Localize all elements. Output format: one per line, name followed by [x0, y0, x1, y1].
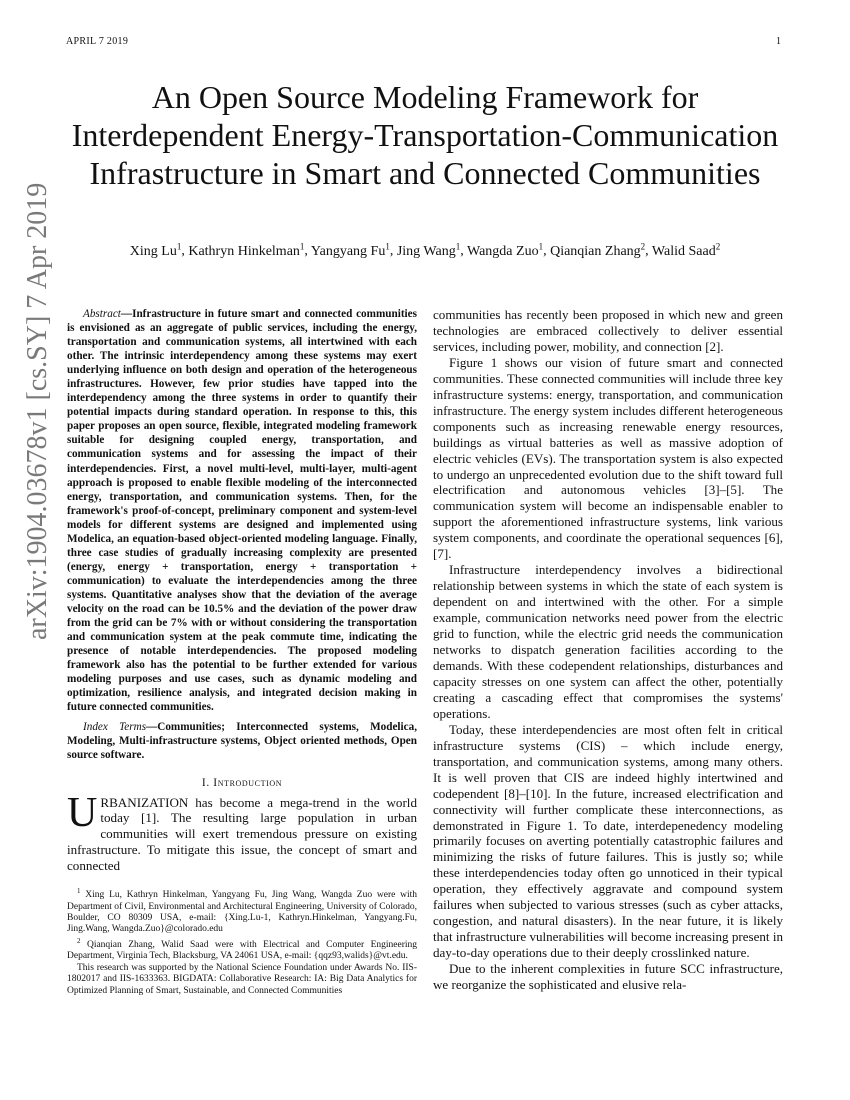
author: Xing Lu$^1$ [129, 241, 182, 259]
author: Yangyang Fu$^1$ [310, 241, 390, 259]
lead-caps: RBANIZATION [100, 794, 189, 810]
funding-note: This research was supported by the National Science Foundation under Awards No. IIS-1802017 and IIS-1633363. BIGDATA: Collaborative Research: IA: Big Data Analytics for Optimized Planning of Smart, Sustainable, and Connected Communities [67, 962, 417, 996]
abstract-label: Abstract [83, 308, 121, 320]
author: Walid Saad$^2$ [651, 241, 721, 259]
body-paragraph: Figure 1 shows our vision of future smart and connected communities. These connected communities will include three key infrastructure systems: energy, transportation, and communication infrastructure. The energy system includes different heterogeneous components such as increasing renewable energy resources, buildings as virtual batteries as well as massive adoption of electric vehicles (EVs). The transportation system is also expected to undergo an unprecedented evolution due to the shift toward full electrification and autonomous vehicles [3]–[5]. The communication system will become an indispensable enabler to support the aforementioned infrastructure systems, link various system components, and coordinate the operational sequences [6], [7]. [433, 354, 783, 562]
author: Wangda Zuo$^1$ [467, 241, 544, 259]
abstract [67, 307, 417, 714]
left-column [67, 307, 417, 997]
abstract-text: —Infrastructure in future smart and connected communities is envisioned as an aggregate of public services, including the energy, transportation and communication systems, all intertwined with each other. The intrinsic interdependency among these systems may exert underlying influence on both design and operation of the heterogeneous infrastructures. However, few prior studies have tapped into the interdependency among the three systems in order to quantify their potential impacts during standard operation. In response to this, this paper proposes an open source, flexible, integrated modeling framework suitable for designing coupled energy, transportation, and communication systems and for assessing the impact of their interdependencies. First, a novel multi-level, multi-layer, multi-agent approach is proposed to enable flexible modeling of the interconnected energy, transportation, and communication systems. Then, for the framework's proof-of-concept, preliminary component and system-level models for different systems are designed and implemented using Modelica, an equation-based object-oriented modeling language. Finally, three case studies of gradually increasing complexity are presented (energy, energy + transportation, energy + transportation + communication) to evaluate the interdependencies among the three systems. Quantitative analyses show that the deviation of the average velocity on the road can be 10.5% and the deviation of the power draw from the grid can be 7% with or without considering the transportation and communication system at the peak commute time, indicating the presence of notable interdependencies. The proposed modeling framework also has the potential to be further extended for various modeling purposes and use cases, such as dynamic modeling and optimization, resilience analysis, and integrated decision making in future connected communities. [67, 308, 417, 714]
body-paragraph: communities has recently been proposed in which new and green technologies are embraced collectively to deliver essential services, including power, mobility, and connection [2]. [433, 307, 783, 354]
author: Qianqian Zhang$^2$ [550, 241, 646, 259]
author: Kathryn Hinkelman$^1$ [188, 241, 305, 259]
body-paragraph: Due to the inherent complexities in future SCC infrastructure, we reorganize the sophisticated and elusive rela- [433, 961, 783, 993]
section-heading: I. Introduction [201, 776, 283, 789]
paper-title: An Open Source Modeling Framework for Interdependent Energy-Transportation-Communication Infrastructure in Smart and Connected Communities [71, 79, 779, 191]
author-list: Xing Lu$^1$, Kathryn Hinkelman$^1$, Yangyang Fu$^1$, Jing Wang$^1$, Wangda Zuo$^1$, Qianqian Zhang$^2$, Walid Saad$^2$ [129, 241, 721, 259]
author: Jing Wang$^1$ [396, 241, 461, 259]
index-terms-label: Index Terms [83, 721, 147, 734]
index-terms [67, 720, 417, 762]
footnotes [67, 886, 417, 997]
body-paragraph: Today, these interdependencies are most often felt in critical infrastructure systems (CIS) – which include energy, transportation, and communication systems, among many others. It is well proven that CIS are indeed highly intertwined and codependent [8]–[10]. In the future, increased electrification and connectivity will further complicate these interconnections, as demonstrated in Figure 1. To date, interdepenedency modeling primarily focuses on averting potentially catastrophic failures and minimizing the risks of future failures. This is justly so; while these interdependencies today often go unnoticed in their typical operation, they effectively aggravate and compound system failures when subjected to various stresses (such as cyber attacks, congestion, and natural disasters). In the near future, it is likely that infrastructure vulnerabilities will become increasing present in day-to-day operations due to their deeply crosslinked nature. [433, 721, 783, 961]
right-column [433, 307, 783, 993]
intro-text: has become a mega-trend in the world today [1]. The resulting large population in urban communities will exert tremendous pressure on existing infrastructure. To mitigate this issue, the concept of smart and connected [67, 794, 417, 874]
intro-paragraph [67, 789, 417, 875]
drop-cap: U [67, 789, 98, 836]
arxiv-identifier[interactable]: arXiv:1904.03678v1 [cs.SY] 7 Apr 2019 [22, 182, 53, 640]
index-terms-text: —Communities; Interconnected systems, Modelica, Modeling, Multi-infrastructure systems, Object oriented methods, Open source software. [67, 721, 417, 762]
footnote-2: $^2$ Qianqian Zhang, Walid Saad were with Electrical and Computer Engineering Department, Virginia Tech, Blacksburg, VA 24061 USA, e-mail: {qqz93,walids}@vt.edu. [67, 936, 418, 962]
body-paragraph: Infrastructure interdependency involves a bidirectional relationship between systems in which the state of each system is dependent on and intertwined with the other. For a simple example, communication networks need power from the electric grid to function, while the electric grid needs the communication networks to dispatch generation facilities according to the demands. With these codependent relationships, disturbances and capacity stresses on one system can affect the other, potentially creating a cascading effect that compromises the systems' operations. [433, 562, 783, 721]
page-number: 1 [776, 36, 781, 47]
footnote-1: $^1$ Xing Lu, Kathryn Hinkelman, Yangyang Fu, Jing Wang, Wangda Zuo were with Department of Civil, Environmental and Architectural Engineering, University of Colorado, Boulder, CO 80309 USA, e-mail: {Xing.Lu-1, Kathryn.Hinkelman, Yangyang.Fu, Jing.Wang, Wangda.Zuo}@colorado.edu [67, 887, 417, 935]
running-header-date: APRIL 7 2019 [66, 36, 129, 47]
